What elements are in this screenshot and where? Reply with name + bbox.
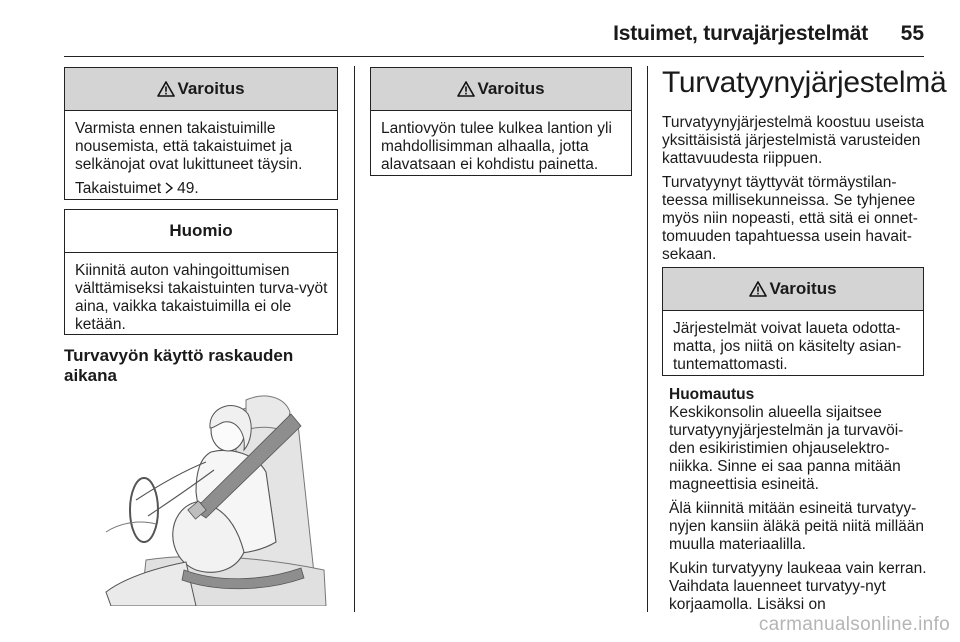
warning-text: Varmista ennen takaistuimille nousemista, että takaistuimet ja selkänojat ovat lukittuneet täysin. [75, 120, 303, 173]
cross-reference-page[interactable]: 49. [177, 180, 199, 197]
airbag-intro-text [662, 114, 926, 270]
warning-triangle-icon [749, 281, 767, 297]
cross-reference-label: Takaistuimet [75, 180, 162, 197]
main-heading-airbag-system: Turvatyynyjärjestelmä [662, 66, 947, 99]
column-divider-1 [354, 66, 355, 612]
paragraph: Turvatyynyt täyttyvät törmäystilan-teessa millisekunneissa. Se tyhjenee myös niin nopeasti, että sitä ei onnet-tomuuden tapahtuessa usein havait-sekaan. [662, 174, 918, 263]
pregnant-woman-seatbelt-illustration [86, 392, 338, 606]
warning-triangle-icon [157, 81, 175, 97]
notice-title: Huomautus [669, 386, 755, 403]
warning-box-airbag [662, 267, 924, 376]
warning-title: Varoitus [769, 279, 837, 298]
warning-box-lap-belt [370, 67, 632, 176]
warning-box-header [65, 68, 337, 111]
warning-title: Varoitus [477, 79, 545, 98]
warning-box-header [371, 68, 631, 111]
note-title: Huomio [169, 221, 233, 240]
paragraph: Kukin turvatyyny laukeaa vain kerran. Vaihdata lauenneet turvatyy-nyt korjaamolla. Lisäksi on [669, 560, 927, 613]
warning-box-header [663, 268, 923, 311]
header-rule [64, 56, 924, 57]
page-header-title: Istuimet, turvajärjestelmät [613, 22, 868, 45]
column-divider-2 [647, 66, 648, 612]
paragraph: Turvatyynyjärjestelmä koostuu useista yksittäisistä järjestelmistä varusteiden kattavuudesta riippuen. [662, 114, 925, 167]
warning-triangle-icon [457, 81, 475, 97]
section-heading-pregnancy: Turvavyön käyttö raskauden aikana [64, 346, 294, 385]
paragraph: Älä kiinnitä mitään esineitä turvatyy-nyjen kansiin äläkä peitä niitä millään muulla materiaalilla. [669, 500, 925, 553]
page-number: 55 [900, 22, 924, 45]
watermark: carmanualsonline.info [758, 614, 950, 635]
reference-arrow-icon [164, 182, 174, 194]
warning-text: Lantiovyön tulee kulkea lantion yli mahdollisimman alhaalla, jotta alavatsaan ei kohdistu painetta. [381, 120, 612, 173]
warning-text: Järjestelmät voivat laueta odotta-matta, jos niitä on käsitelty asian-tuntemattomasti. [673, 320, 902, 373]
note-text: Kiinnitä auton vahingoittumisen välttämiseksi takaistuinten turva-vyöt aina, vaikka takaistuimilla ei ole ketään. [75, 262, 328, 333]
paragraph: Keskikonsolin alueella sijaitsee turvatyynyjärjestelmän ja turvavöi-den esikiristimien ohjauselektro-niikka. Sinne ei saa panna mitään magneettisia esineitä. [669, 404, 904, 493]
notice-block [669, 386, 927, 620]
note-box [64, 209, 338, 335]
warning-title: Varoitus [177, 79, 245, 98]
cross-reference [75, 180, 329, 198]
warning-box-rear-seats [64, 67, 338, 200]
note-box-header [65, 210, 337, 253]
